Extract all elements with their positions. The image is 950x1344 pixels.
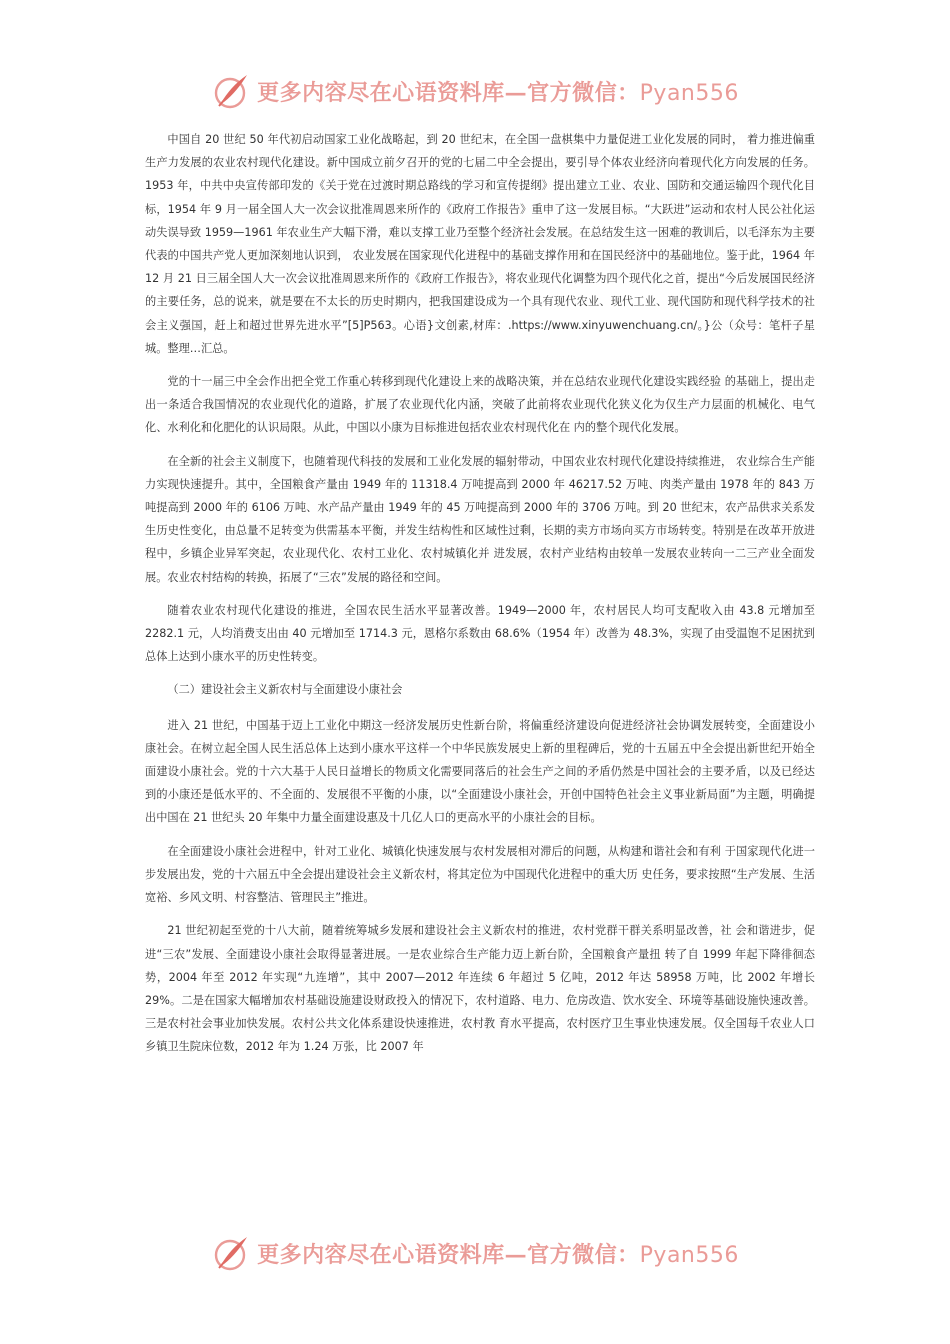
quill-pen-circle-icon [211,1233,251,1273]
document-body [145,128,815,1069]
paragraph-2: 党的十一届三中全会作出把全党工作重心转移到现代化建设上来的战略决策，并在总结农业现代化建设实践经验 的基础上，提出走出一条适合我国情况的农业现代化的道路，扩展了农业现代化内涵，突破了此前将农业现代化狭义化为仅生产力层面的机械化、电气化、水利化和化肥化的认识局限。从此，中国以小康为目标推进包括农业农村现代化在 内的整个现代化发展。 [145,375,815,435]
paragraph-6: 在全面建设小康社会进程中，针对工业化、城镇化快速发展与农村发展相对滞后的问题，从构建和谐社会和有利 于国家现代化进一步发展出发，党的十六届五中全会提出建设社会主义新农村，将其定位为中国现代化进程中的重大历 史任务，要求按照“生产发展、生活宽裕、乡风文明、村容整洁、管理民主”推进。 [145,844,815,905]
paragraph-7: 21 世纪初起至党的十八大前，随着统筹城乡发展和建设社会主义新农村的推进，农村党群干群关系明显改善，社 会和谐进步，促进“三农”发展、全面建设小康社会取得显著进展。一是农业综合生产能力迈上新台阶，全国粮食产量扭 转了自 1999 年起下降徘徊态势，2004 年至 2012 年实现“九连增”，其中 2007—2012 年连续 6 年超过 5 亿吨，2012 年达 58958 万吨，比 2002 年增长 29%。二是在国家大幅增加农村基础设施建设财政投入的情况下，农村道路、电力、危房改造、饮水安全、环境等基础设施快速改善。三是农村社会事业加快发展。农村公共文化体系建设快速推进，农村教 育水平提高，农村医疗卫生事业快速发展。仅全国每千农业人口乡镇卫生院床位数，2012 年为 1.24 万张，比 2007 年 [145,924,815,1054]
watermark-banner-top [0,68,950,114]
watermark-text: 更多内容尽在心语资料库—官方微信：Pyan556 [257,1241,739,1268]
watermark-banner-bottom [0,1230,950,1276]
paragraph-4: 随着农业农村现代化建设的推进，全国农民生活水平显著改善。1949—2000 年，农村居民人均可支配收入由 43.8 元增加至 2282.1 元，人均消费支出由 40 元增加至 1714.3 元，恩格尔系数由 68.6%（1954 年）改善为 48.3%，实现了由受温饱不足困扰到总体上达到小康水平的历史性转变。 [145,603,815,664]
paragraph-3: 在全新的社会主义制度下，也随着现代科技的发展和工业化发展的辐射带动，中国农业农村现代化建设持续推进， 农业综合生产能力实现快速提升。其中，全国粮食产量由 1949 年的 11318.4 万吨提高到 2000 年 46217.52 万吨、肉类产量由 1978 年的 843 万吨提高到 2000 年的 6106 万吨、水产品产量由 1949 年的 45 万吨提高到 2000 年的 3706 万吨。到 20 世纪末，农产品供求关系发生历史性变化，由总量不足转变为供需基本平衡，并发生结构性和区域性过剩，长期的卖方市场向买方市场转变。特别是在改革开放进程中，乡镇企业异军突起，农业现代化、农村工业化、农村城镇化并 进发展，农村产业结构由较单一发展农业转向一二三产业全面发展。农业农村结构的转换，拓展了“三农”发展的路径和空间。 [145,454,815,584]
watermark-text: 更多内容尽在心语资料库—官方微信：Pyan556 [257,79,739,106]
quill-pen-circle-icon [211,71,251,111]
section-heading: （二）建设社会主义新农村与全面建设小康社会 [167,683,403,697]
paragraph-5: 进入 21 世纪，中国基于迈上工业化中期这一经济发展历史性新台阶，将偏重经济建设向促进经济社会协调发展转变，全面建设小康社会。在树立起全国人民生活总体上达到小康水平这样一个中华民族发展史上新的里程碑后，党的十五届五中全会提出新世纪开始全面建设小康社会。党的十六大基于人民日益增长的物质文化需要同落后的社会生产之间的矛盾仍然是中国社会的主要矛盾，以及已经达到的小康还是低水平的、不全面的、发展很不平衡的小康，以“全面建设小康社会，开创中国特色社会主义事业新局面”为主题，明确提出中国在 21 世纪头 20 年集中力量全面建设惠及十几亿人口的更高水平的小康社会的目标。 [145,718,815,825]
paragraph-1: 中国自 20 世纪 50 年代初启动国家工业化战略起，到 20 世纪末，在全国一盘棋集中力量促进工业化发展的同时， 着力推进偏重生产力发展的农业农村现代化建设。新中国成立前夕召开的党的七届二中全会提出，要引导个体农业经济向着现代化方向发展的任务。1953 年，中共中央宣传部印发的《关于党在过渡时期总路线的学习和宣传提纲》提出建立工业、农业、国防和交通运输四个现代化目标，1954 年 9 月一届全国人大一次会议批准周恩来所作的《政府工作报告》重申了这一发展目标。“大跃进”运动和农村人民公社化运动失误导致 1959—1961 年农业生产大幅下滑，难以支撑工业乃至整个经济社会发展。在总结发生这一困难的教训后，以毛泽东为主要代表的中国共产党人更加深刻地认识到， 农业发展在国家现代化进程中的基础支撑作用和在国民经济中的基础地位。鉴于此，1964 年 12 月 21 日三届全国人大一次会议批准周恩来所作的《政府工作报告》，将农业现代化调整为四个现代化之首，提出“今后发展国民经济的主要任务，总的说来，就是要在不太长的历史时期内，把我国建设成为一个具有现代农业、现代工业、现代国防和现代科学技术的社会主义强国，赶上和超过世界先进水平”[5]P563。心语}文创素,材库：.https://www.xinyuwenchuang.cn/。}公（众号：笔杆子星城。整理…汇总。 [145,133,815,355]
